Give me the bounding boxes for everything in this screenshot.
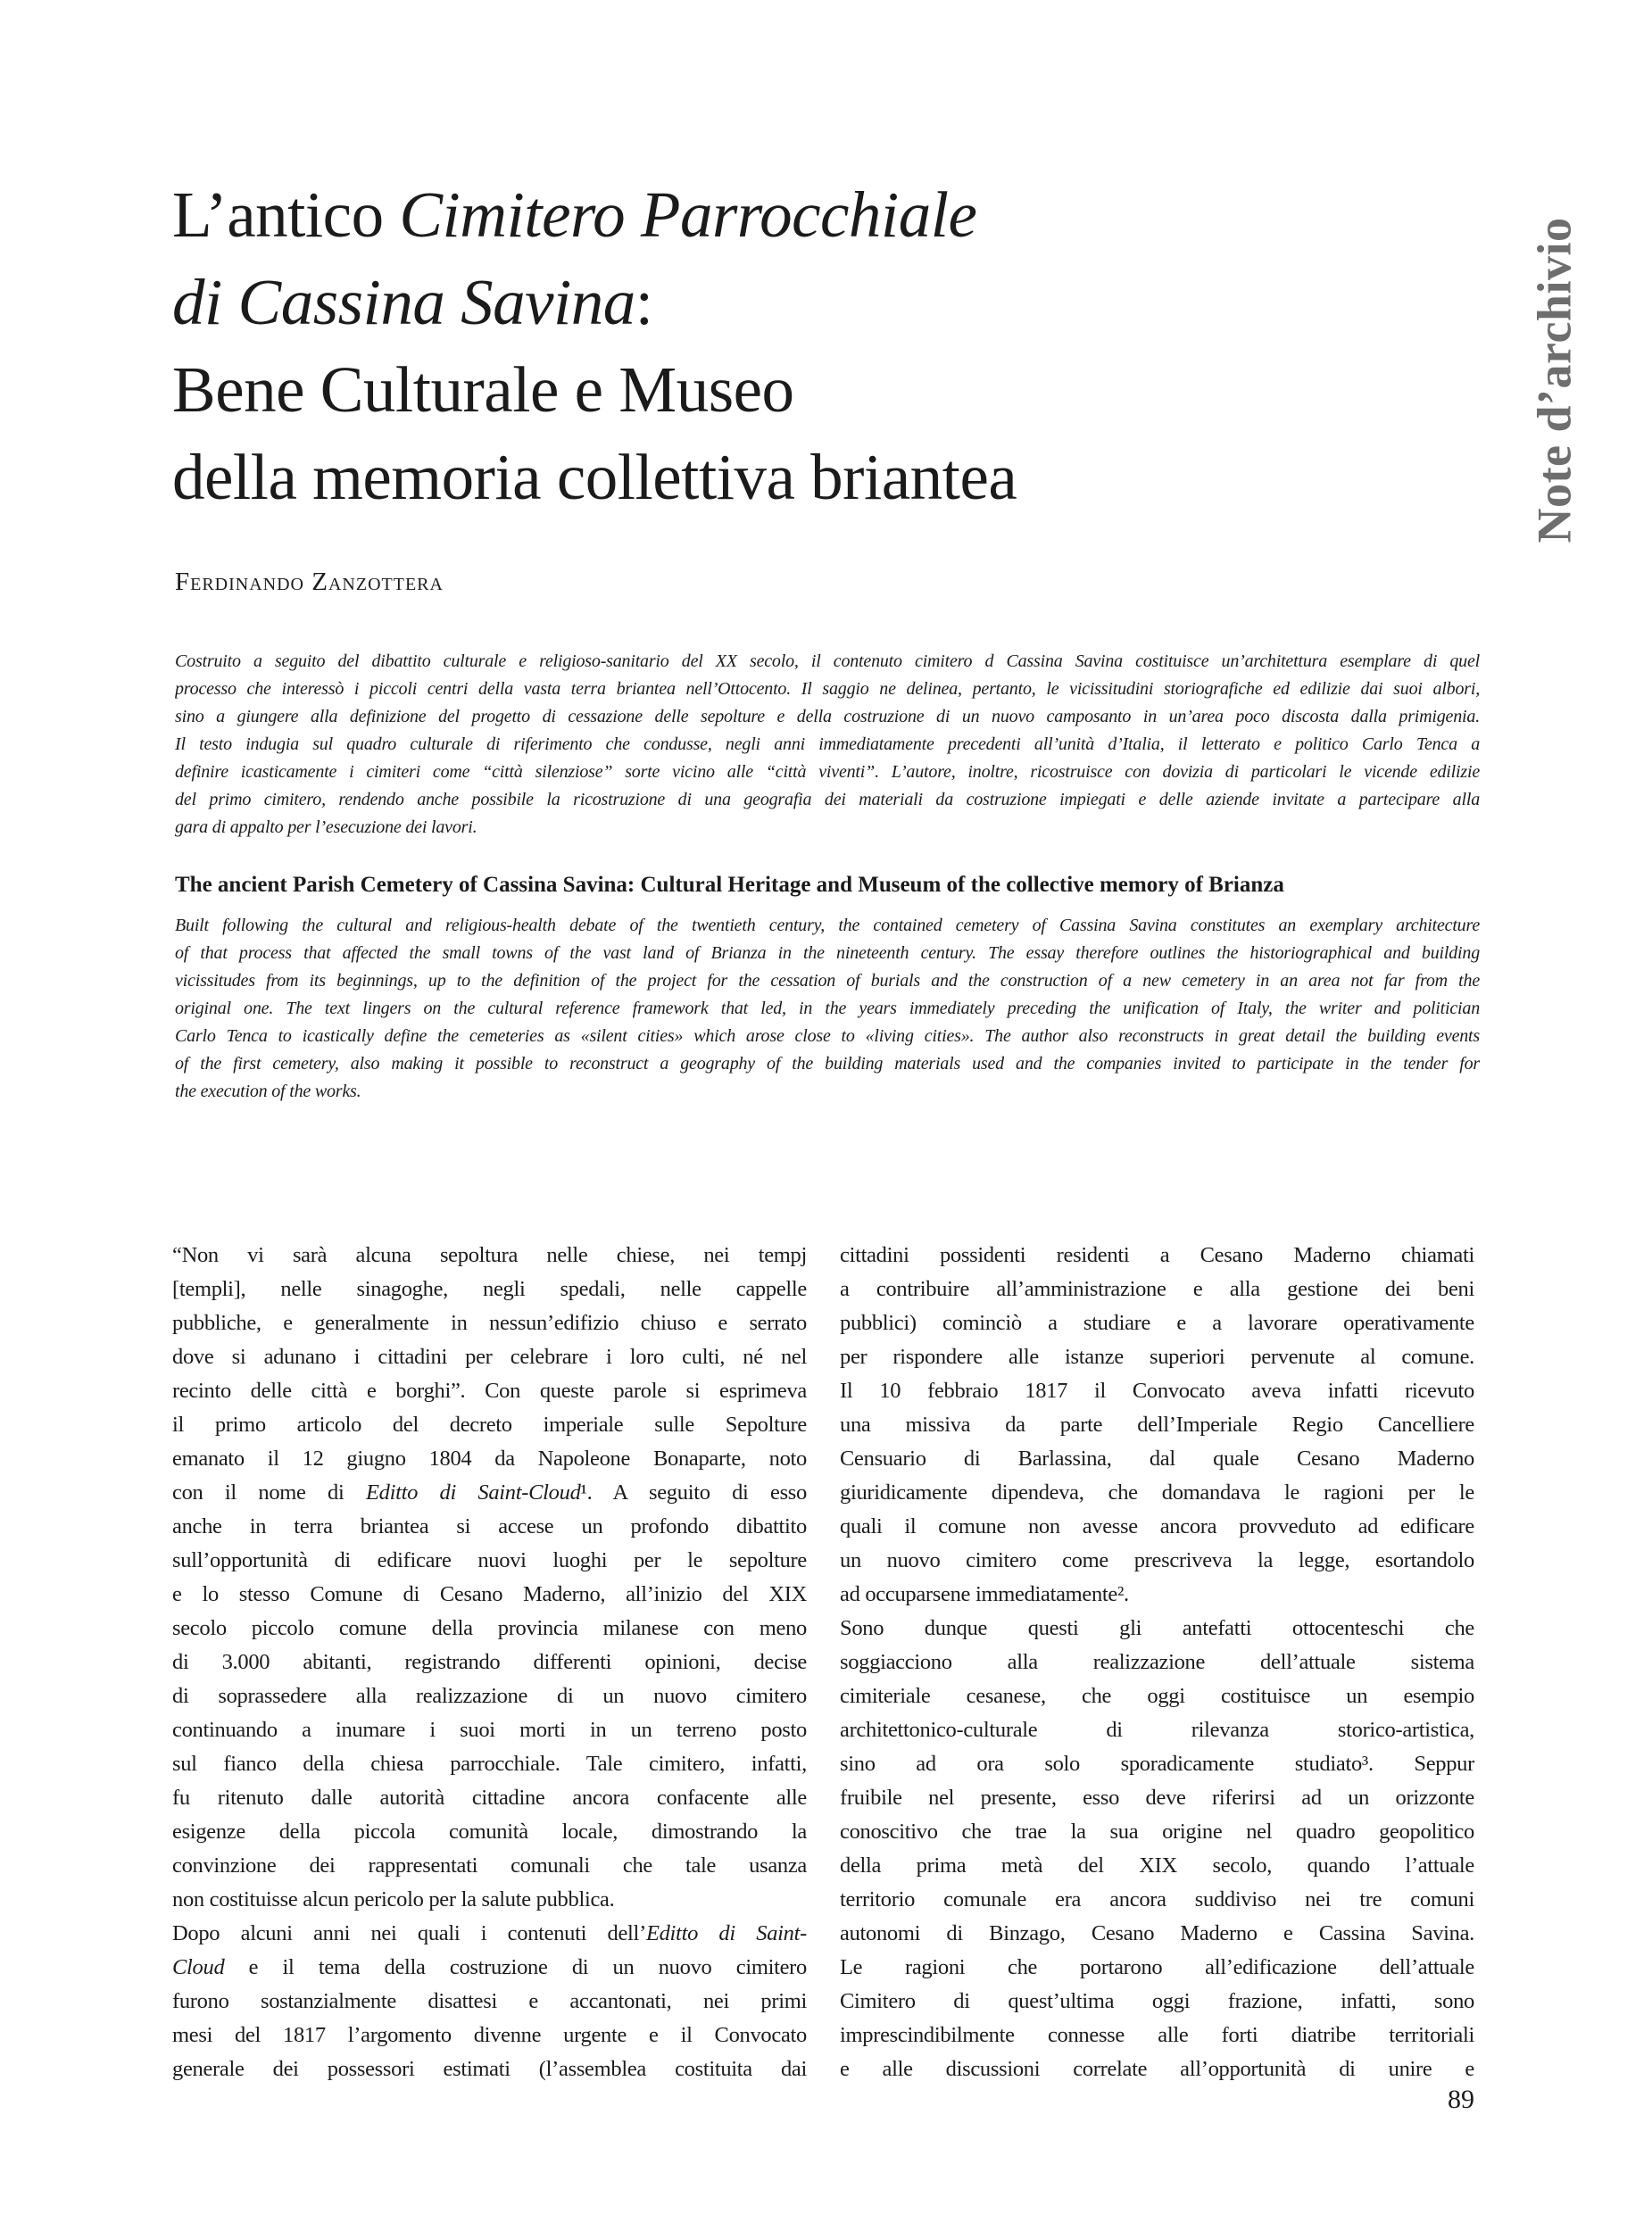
text-line: Carlo Tenca to icastically define the cemeteries as «silent cities» which arose close to «living cities». The author also reconstructs in great detail the building events xyxy=(175,1026,1480,1046)
text-line: of that process that affected the small towns of the vast land of Brianza in the nineteenth century. The essay therefore outlines the historiographical and building xyxy=(175,943,1480,963)
text-line: of the first cemetery, also making it possible to reconstruct a geography of the building materials used and the companies invited to participate in the tender for xyxy=(175,1054,1480,1074)
text-line: Sono dunque questi gli antefatti ottocenteschi che xyxy=(840,1616,1474,1640)
text-line: mesi del 1817 l’argomento divenne urgente e il Convocato xyxy=(172,2023,807,2047)
text-line: di soprassedere alla realizzazione di un nuovo cimitero xyxy=(172,1684,807,1708)
text-line: e alle discussioni correlate all’opportunità di unire e xyxy=(840,2057,1474,2081)
text-line: il primo articolo del decreto imperiale sulle Sepolture xyxy=(172,1413,807,1437)
text-line: imprescindibilmente connesse alle forti diatribe territoriali xyxy=(840,2023,1474,2047)
text-line: furono sostanzialmente disattesi e accantonati, nei primi xyxy=(172,1989,807,2013)
text-line: “Non vi sarà alcuna sepoltura nelle chiese, nei tempj xyxy=(172,1243,807,1267)
abstract-english xyxy=(175,912,1480,1106)
body-column-right xyxy=(840,1239,1474,2086)
text-line: recinto delle città e borghi”. Con queste parole si esprimeva xyxy=(172,1379,807,1403)
text-line: sino ad ora solo sporadicamente studiato³. Seppur xyxy=(840,1752,1474,1776)
text-line: soggiacciono alla realizzazione dell’attuale sistema xyxy=(840,1650,1474,1674)
text-line: gara di appalto per l’esecuzione dei lavori. xyxy=(175,817,477,837)
text-line: e lo stesso Comune di Cesano Maderno, all’inizio del XIX xyxy=(172,1582,807,1606)
text-line: pubblici) cominciò a studiare e a lavorare operativamente xyxy=(840,1311,1474,1335)
text-line: Censuario di Barlassina, dal quale Cesano Maderno xyxy=(840,1447,1474,1471)
text-line: Il testo indugia sul quadro culturale di riferimento che condusse, negli anni immediatamente precedenti all’unità d’Italia, il letterato e politico Carlo Tenca a xyxy=(175,734,1480,754)
text-line: fruibile nel presente, esso deve riferirsi ad un orizzonte xyxy=(840,1786,1474,1810)
text-line: emanato il 12 giugno 1804 da Napoleone Bonaparte, noto xyxy=(172,1447,807,1471)
text-line: Cimitero di quest’ultima oggi frazione, infatti, sono xyxy=(840,1989,1474,2013)
abstract-italian xyxy=(175,648,1480,842)
text-line: Cloud e il tema della costruzione di un nuovo cimitero xyxy=(172,1955,807,1979)
page-number: 89 xyxy=(1448,2085,1474,2114)
text-line: per rispondere alle istanze superiori pervenute al comune. xyxy=(840,1345,1474,1369)
text-line: del primo cimitero, rendendo anche possibile la ricostruzione di una geografia dei materiali da costruzione impiegati e delle aziende invitate a partecipare alla xyxy=(175,790,1480,809)
text-line: continuando a inumare i suoi morti in un terreno posto xyxy=(172,1718,807,1742)
text-line: Dopo alcuni anni nei quali i contenuti dell’Editto di Saint- xyxy=(172,1921,807,1945)
text-line: con il nome di Editto di Saint-Cloud¹. A seguito di esso xyxy=(172,1480,807,1505)
text-line: processo che interessò i piccoli centri della vasta terra briantea nell’Ottocento. Il saggio ne delinea, pertanto, le vicissitudini storiografiche ed edilizie dai suoi albori, xyxy=(175,679,1480,699)
text-line: una missiva da parte dell’Imperiale Regio Cancelliere xyxy=(840,1413,1474,1437)
text-line: pubbliche, e generalmente in nessun’edifizio chiuso e serrato xyxy=(172,1311,807,1335)
text-line: Bene Culturale e Museo xyxy=(172,353,794,426)
text-line: esigenze della piccola comunità locale, dimostrando la xyxy=(172,1820,807,1844)
text-line: conoscitivo che trae la sua origine nel quadro geopolitico xyxy=(840,1820,1474,1844)
text-line: di Cassina Savina: xyxy=(172,266,653,338)
text-line: architettonico-culturale di rilevanza storico-artistica, xyxy=(840,1718,1474,1742)
text-line: original one. The text lingers on the cultural reference framework that led, in the years immediately preceding the unification of Italy, the writer and politician xyxy=(175,999,1480,1018)
text-line: cittadini possidenti residenti a Cesano Maderno chiamati xyxy=(840,1243,1474,1267)
text-line: a contribuire all’amministrazione e alla gestione dei beni xyxy=(840,1277,1474,1301)
article-title xyxy=(172,171,1440,521)
text-line: convinzione dei rappresentati comunali che tale usanza xyxy=(172,1853,807,1878)
text-line: sul fianco della chiesa parrocchiale. Tale cimitero, infatti, xyxy=(172,1752,807,1776)
section-sidebar-band xyxy=(1515,163,1592,597)
text-line: non costituisse alcun pericolo per la salute pubblica. xyxy=(172,1887,615,1911)
text-line: generale dei possessori estimati (l’assemblea costituita dai xyxy=(172,2057,807,2081)
text-line: L’antico Cimitero Parrocchiale xyxy=(172,178,977,251)
text-line: secolo piccolo comune della provincia milanese con meno xyxy=(172,1616,807,1640)
text-line: un nuovo cimitero come prescriveva la legge, esortandolo xyxy=(840,1548,1474,1572)
text-line: Le ragioni che portarono all’edificazione dell’attuale xyxy=(840,1955,1474,1979)
text-line: della memoria collettiva briantea xyxy=(172,441,1017,513)
text-line: definire icasticamente i cimiteri come “città silenziose” sorte vicino alle “città viventi”. L’autore, inoltre, ricostruisce con dovizia di particolari le vicende edilizie xyxy=(175,762,1480,782)
text-line: Costruito a seguito del dibattito culturale e religioso-sanitario del XX secolo, il contenuto cimitero d Cassina Savina costituisce un’architettura esemplare di quel xyxy=(175,651,1480,671)
text-line: [templi], nelle sinagoghe, negli spedali, nelle cappelle xyxy=(172,1277,807,1301)
body-column-left xyxy=(172,1239,807,2086)
text-line: della prima metà del XIX secolo, quando l’attuale xyxy=(840,1853,1474,1878)
text-line: sull’opportunità di edificare nuovi luoghi per le sepolture xyxy=(172,1548,807,1572)
text-line: cimiteriale cesanese, che oggi costituisce un esempio xyxy=(840,1684,1474,1708)
text-line: dove si adunano i cittadini per celebrare i loro culti, né nel xyxy=(172,1345,807,1369)
text-line: Built following the cultural and religious-health debate of the twentieth century, the contained cemetery of Cassina Savina constitutes an exemplary architecture xyxy=(175,916,1480,935)
text-line: the execution of the works. xyxy=(175,1082,361,1101)
text-line: di 3.000 abitanti, registrando differenti opinioni, decise xyxy=(172,1650,807,1674)
text-line: quali il comune non avesse ancora provveduto ad edificare xyxy=(840,1514,1474,1538)
text-line: autonomi di Binzago, Cesano Maderno e Cassina Savina. xyxy=(840,1921,1474,1945)
section-label-vertical: Note d’archivio xyxy=(1527,217,1581,543)
text-line: territorio comunale era ancora suddiviso nei tre comuni xyxy=(840,1887,1474,1911)
english-title: The ancient Parish Cemetery of Cassina Savina: Cultural Heritage and Museum of the collective memory of Brianza xyxy=(175,873,1284,897)
text-line: ad occuparsene immediatamente². xyxy=(840,1582,1129,1606)
author-name: Ferdinando Zanzottera xyxy=(175,568,444,596)
text-line: fu ritenuto dalle autorità cittadine ancora confacente alle xyxy=(172,1786,807,1810)
text-line: anche in terra briantea si accese un profondo dibattito xyxy=(172,1514,807,1538)
text-line: vicissitudes from its beginnings, up to the definition of the project for the cessation of burials and the construction of a new cemetery in an area not far from the xyxy=(175,971,1480,991)
text-line: Il 10 febbraio 1817 il Convocato aveva infatti ricevuto xyxy=(840,1379,1474,1403)
text-line: giuridicamente dipendeva, che domandava le ragioni per le xyxy=(840,1480,1474,1505)
text-line: sino a giungere alla definizione del progetto di cessazione delle sepolture e della costruzione di un nuovo camposanto in un’area poco discosta dalla primigenia. xyxy=(175,707,1480,726)
